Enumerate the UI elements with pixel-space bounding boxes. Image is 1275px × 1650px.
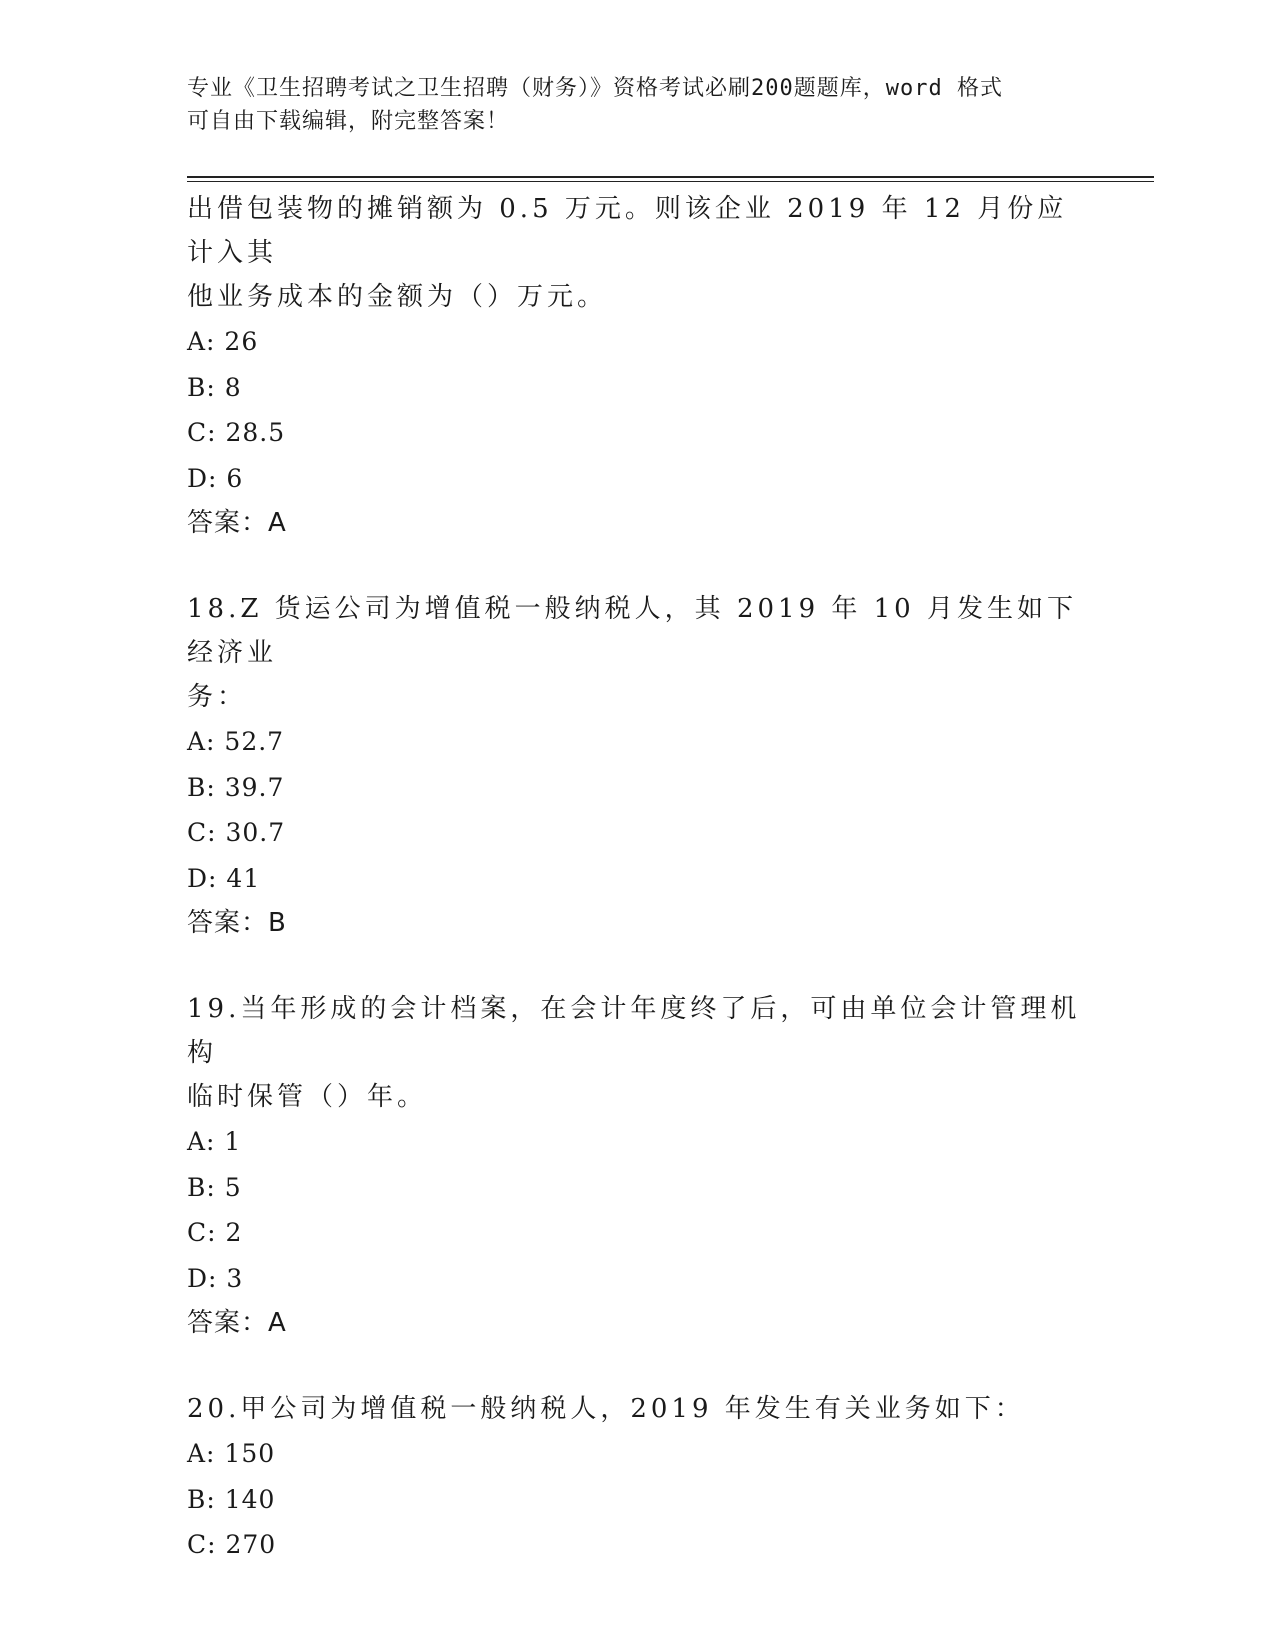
question-17: [187, 187, 1087, 545]
option-a: A: 52.7: [187, 727, 285, 756]
option-b: B: 140: [187, 1484, 276, 1514]
header-divider-thin: [187, 181, 1154, 182]
document-header: [187, 72, 1067, 138]
answer-line: 答案：A: [187, 508, 287, 538]
option-b: B: 5: [187, 1172, 242, 1202]
question-stem-line: 18.Z 货运公司为增值税一般纳税人，其 2019 年 10 月发生如下经济业: [187, 594, 1077, 668]
question-18: [187, 587, 1087, 945]
option-a: A: 1: [187, 1127, 242, 1156]
option-c: C: 2: [187, 1218, 243, 1247]
option-a: A: 26: [187, 327, 259, 356]
question-stem-line: 19.当年形成的会计档案，在会计年度终了后，可由单位会计管理机构: [187, 994, 1081, 1068]
question-stem-line: 20.甲公司为增值税一般纳税人，2019 年发生有关业务如下：: [187, 1394, 1025, 1424]
question-stem-line: 临时保管（）年。: [187, 1082, 428, 1112]
header-line-1: 专业《卫生招聘考试之卫生招聘（财务）》资格考试必刷200题题库，word 格式: [187, 76, 1003, 101]
answer-line: 答案：B: [187, 908, 287, 938]
question-stem-line: 务：: [187, 682, 248, 712]
question-20: [187, 1387, 1087, 1568]
answer-line: 答案：A: [187, 1308, 287, 1338]
option-d: D: 6: [187, 463, 244, 493]
question-19: [187, 987, 1087, 1345]
option-a: A: 150: [187, 1439, 276, 1468]
header-line-2: 可自由下载编辑，附完整答案！: [187, 109, 510, 134]
option-b: B: 39.7: [187, 772, 285, 802]
option-c: C: 28.5: [187, 418, 286, 447]
option-b: B: 8: [187, 372, 242, 402]
option-d: D: 41: [187, 863, 261, 893]
option-c: C: 270: [187, 1530, 277, 1559]
header-divider-thick: [187, 176, 1154, 178]
question-list: [187, 187, 1087, 1568]
question-stem-line: 出借包装物的摊销额为 0.5 万元。则该企业 2019 年 12 月份应计入其: [187, 194, 1068, 268]
option-d: D: 3: [187, 1263, 244, 1293]
question-stem-line: 他业务成本的金额为（）万元。: [187, 282, 608, 312]
option-c: C: 30.7: [187, 818, 286, 847]
